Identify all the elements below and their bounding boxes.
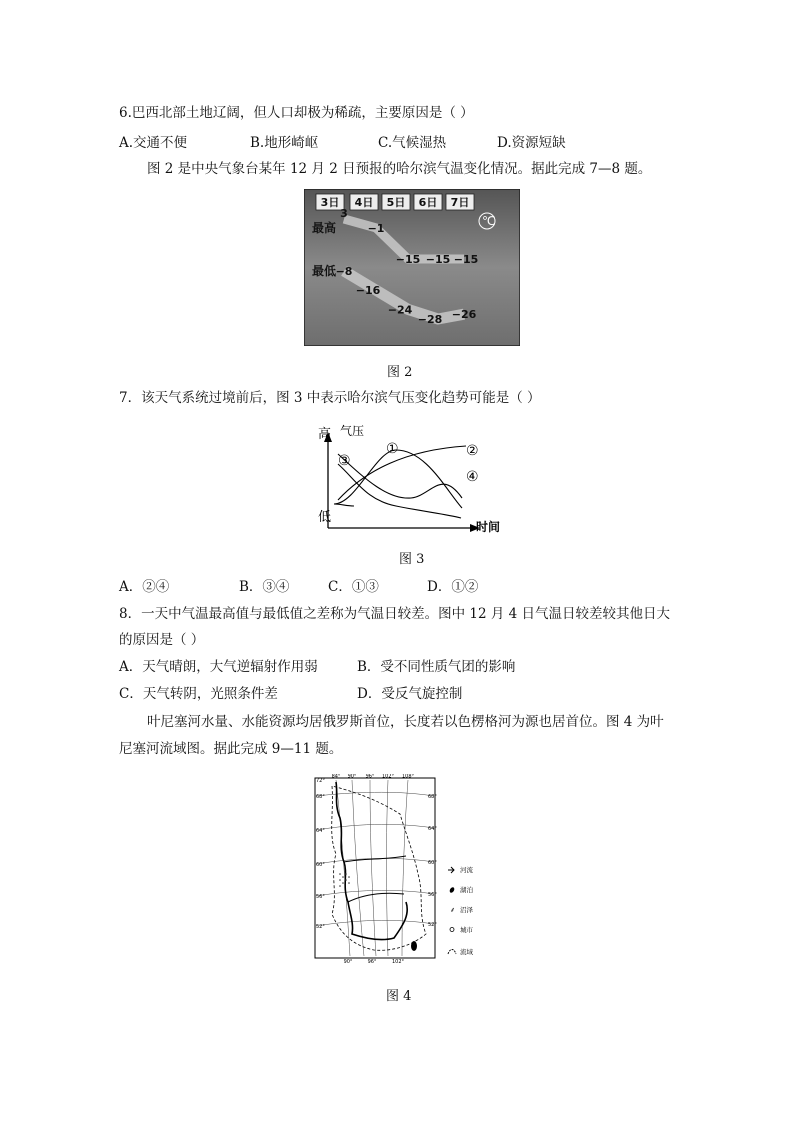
legend-city-icon bbox=[450, 928, 454, 932]
fig3-y-low: 低 bbox=[318, 510, 332, 525]
fig3-y-label: 气压 bbox=[340, 424, 365, 438]
fig3-caption: 图 3 bbox=[399, 552, 425, 567]
fig4-left-lat-1: 72° bbox=[316, 778, 325, 784]
fig2-high-value-4: −15 bbox=[425, 253, 451, 266]
figure-3-pressure-chart bbox=[316, 420, 506, 535]
fig2-day-label-5: 7日 bbox=[450, 196, 470, 209]
fig4-top-lon-5: 108° bbox=[401, 774, 415, 780]
q8-stem-line-2: 的原因是（ ） bbox=[119, 632, 205, 648]
q8-option-c: C．天气转阴，光照条件差 bbox=[119, 686, 278, 702]
q8-stem-line-1: 8．一天中气温最高值与最低值之差称为气温日较差。图中 12 月 4 日气温日较差较其他日大 bbox=[119, 606, 671, 622]
fig4-right-lat-4: 56° bbox=[428, 892, 437, 898]
fig2-unit: ℃ bbox=[482, 214, 496, 228]
figure-2-temperature-chart bbox=[304, 189, 520, 346]
q6-option-b: B.地形崎岖 bbox=[250, 135, 319, 151]
fig4-top-lon-3: 96° bbox=[365, 774, 375, 780]
intro-7-8: 图 2 是中央气象台某年 12 月 2 日预报的哈尔滨气温变化情况。据此完成 7—8 题。 bbox=[147, 161, 652, 177]
legend-label-2: 湖泊 bbox=[460, 886, 473, 894]
fig2-high-value-3: −15 bbox=[395, 253, 421, 266]
q7-option-c: C．①③ bbox=[328, 579, 379, 595]
fig4-bottom-lon-3: 102° bbox=[391, 959, 405, 964]
fig2-low-value-1: −8 bbox=[335, 265, 353, 278]
fig4-left-lat-3: 64° bbox=[316, 828, 325, 834]
fig4-lake bbox=[411, 941, 417, 951]
fig4-top-lon-4: 102° bbox=[381, 774, 395, 780]
fig3-curve-1 bbox=[338, 454, 462, 498]
fig3-curve-label-2: ② bbox=[466, 443, 479, 459]
fig2-high-label: 最高 bbox=[312, 221, 337, 235]
fig4-caption: 图 4 bbox=[386, 989, 412, 1004]
q6-option-c: C.气候湿热 bbox=[378, 135, 447, 151]
fig4-right-lat-2: 64° bbox=[428, 826, 437, 832]
fig4-left-lat-2: 68° bbox=[316, 794, 325, 800]
fig2-high-value-2: −1 bbox=[367, 221, 385, 235]
fig2-low-value-4: −28 bbox=[417, 313, 443, 326]
fig4-right-lat-3: 60° bbox=[428, 860, 437, 866]
fig4-right-lat-1: 68° bbox=[428, 794, 437, 800]
fig4-left-lat-5: 56° bbox=[316, 894, 325, 900]
fig4-top-lon-1: 84° bbox=[331, 774, 341, 780]
fig3-curve-base bbox=[334, 504, 354, 506]
fig2-low-value-5: −26 bbox=[451, 308, 477, 322]
fig2-low-value-2: −16 bbox=[355, 284, 381, 298]
fig3-curve-3 bbox=[338, 464, 461, 518]
fig3-y-high: 高 bbox=[318, 427, 332, 442]
fig2-low-value-3: −24 bbox=[387, 303, 413, 317]
q8-option-a: A．天气晴朗，大气逆辐射作用弱 bbox=[119, 659, 318, 675]
fig4-bottom-lon-2: 96° bbox=[367, 959, 377, 964]
fig3-curve-label-1: ① bbox=[386, 441, 399, 457]
fig4-map-frame bbox=[315, 778, 435, 958]
fig4-right-lat-5: 52° bbox=[428, 922, 437, 928]
legend-basin-icon bbox=[448, 950, 456, 955]
fig2-day-label-3: 5日 bbox=[386, 196, 406, 209]
q6-stem: 6.巴西北部土地辽阔，但人口却极为稀疏，主要原因是（ ） bbox=[119, 105, 474, 121]
fig2-high-value-1: 3 bbox=[340, 207, 348, 220]
legend-swamp-icon: ⸙ bbox=[450, 906, 456, 914]
intro-9-11-line-1: 叶尼塞河水量、水能资源均居俄罗斯首位，长度若以色楞格河为源也居首位。图 4 为叶 bbox=[147, 714, 664, 730]
q7-option-b: B．③④ bbox=[239, 579, 290, 595]
q8-option-d: D．受反气旋控制 bbox=[357, 686, 463, 702]
legend-label-1: 河流 bbox=[460, 866, 473, 874]
legend-label-5: 流域 bbox=[460, 948, 473, 956]
legend-lake-icon bbox=[449, 886, 455, 893]
figure-4-yenisei-map bbox=[314, 774, 480, 964]
q7-option-a: A．②④ bbox=[119, 579, 170, 595]
fig3-curve-2 bbox=[338, 446, 466, 500]
fig2-day-label-2: 4日 bbox=[354, 196, 374, 209]
q6-option-a: A.交通不便 bbox=[119, 135, 188, 151]
fig2-high-value-5: −15 bbox=[453, 253, 479, 266]
fig2-caption: 图 2 bbox=[387, 365, 413, 380]
q6-option-d: D.资源短缺 bbox=[497, 135, 566, 151]
legend-label-4: 城市 bbox=[460, 926, 473, 934]
fig3-curve-label-4: ④ bbox=[466, 469, 479, 485]
fig3-x-label: 时间 bbox=[476, 520, 501, 534]
q7-option-d: D．①② bbox=[427, 579, 479, 595]
fig4-top-lon-2: 90° bbox=[347, 774, 357, 780]
fig2-day-label-4: 6日 bbox=[418, 196, 438, 209]
legend-river-icon bbox=[448, 867, 454, 873]
fig2-low-label: 最低 bbox=[312, 264, 337, 278]
q8-option-b: B．受不同性质气团的影响 bbox=[357, 659, 516, 675]
intro-9-11-line-2: 尼塞河流域图。据此完成 9—11 题。 bbox=[119, 741, 343, 757]
fig4-left-lat-6: 52° bbox=[316, 924, 325, 930]
fig2-day-label-1: 3日 bbox=[320, 196, 340, 209]
fig3-curve-label-3: ③ bbox=[338, 453, 351, 469]
legend-label-3: 沼泽 bbox=[460, 906, 473, 914]
fig4-left-lat-4: 60° bbox=[316, 862, 325, 868]
q7-stem: 7．该天气系统过境前后，图 3 中表示哈尔滨气压变化趋势可能是（ ） bbox=[119, 390, 541, 406]
fig4-bottom-lon-1: 90° bbox=[343, 959, 353, 964]
